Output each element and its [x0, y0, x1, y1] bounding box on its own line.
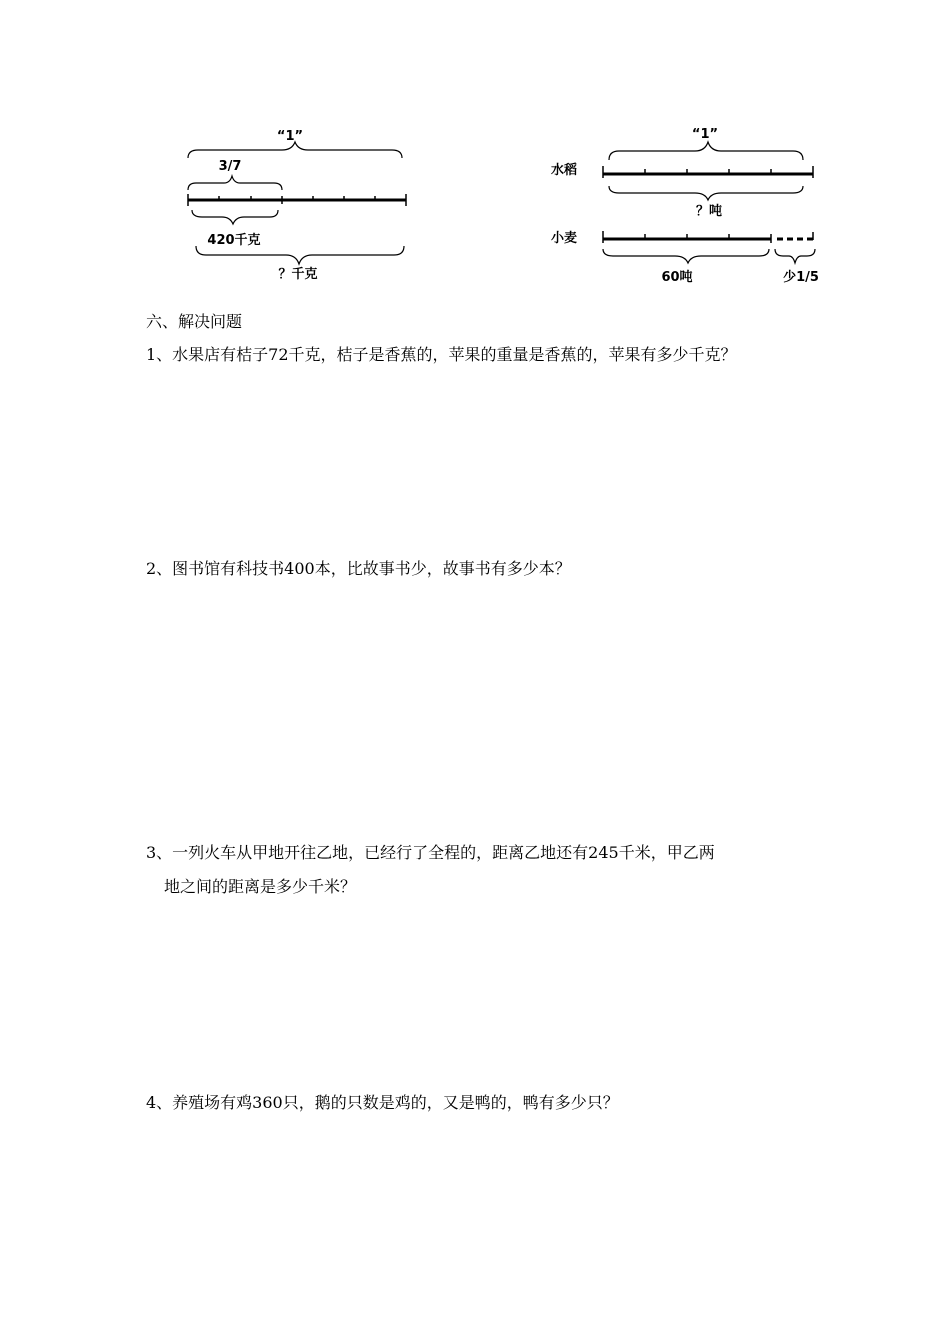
row2-label: 小麦 [551, 231, 578, 246]
row2-amount-brace [603, 249, 769, 263]
diagram-right [545, 118, 845, 288]
question-2 [146, 552, 826, 586]
question-4 [146, 1086, 826, 1120]
question-label: ？千克 [278, 267, 318, 282]
question-4-text: 4、养殖场有鸡360只，鹅的只数是鸡的，又是鸭的，鸭有多少只？ [146, 1093, 619, 1112]
part-brace [188, 176, 282, 190]
whole-label: “1” [276, 129, 304, 144]
total-brace [196, 246, 404, 264]
whole-brace [188, 142, 402, 158]
section-title: 六、解决问题 [146, 312, 243, 331]
row1-brace [609, 186, 803, 200]
question-3-continuation: 地之间的距离是多少千米？ [164, 877, 357, 896]
part-fraction-label: 3/7 [218, 159, 242, 174]
row2-less-label: 少1/5 [783, 270, 819, 285]
row2-less-brace [775, 249, 815, 263]
question-3 [146, 836, 826, 904]
diagram-left [170, 118, 420, 288]
whole-label: “1” [691, 127, 719, 142]
row1-ticks [603, 166, 813, 178]
question-1-text: 1、水果店有桔子72千克，桔子是香蕉的，苹果的重量是香蕉的，苹果有多少千克？ [146, 345, 737, 364]
row2-amount-label: 60吨 [661, 270, 693, 285]
amount-brace [192, 210, 278, 224]
part-amount-label: 420千克 [207, 233, 261, 248]
question-1 [146, 338, 826, 372]
row2-ticks [603, 231, 813, 243]
whole-brace [609, 142, 803, 160]
row1-question: ？吨 [695, 204, 723, 219]
row1-label: 水稻 [551, 163, 578, 178]
question-3-text: 3、一列火车从甲地开往乙地，已经行了全程的，距离乙地还有245千米，甲乙两 [146, 843, 715, 862]
question-2-text: 2、图书馆有科技书400本，比故事书少，故事书有多少本？ [146, 559, 571, 578]
